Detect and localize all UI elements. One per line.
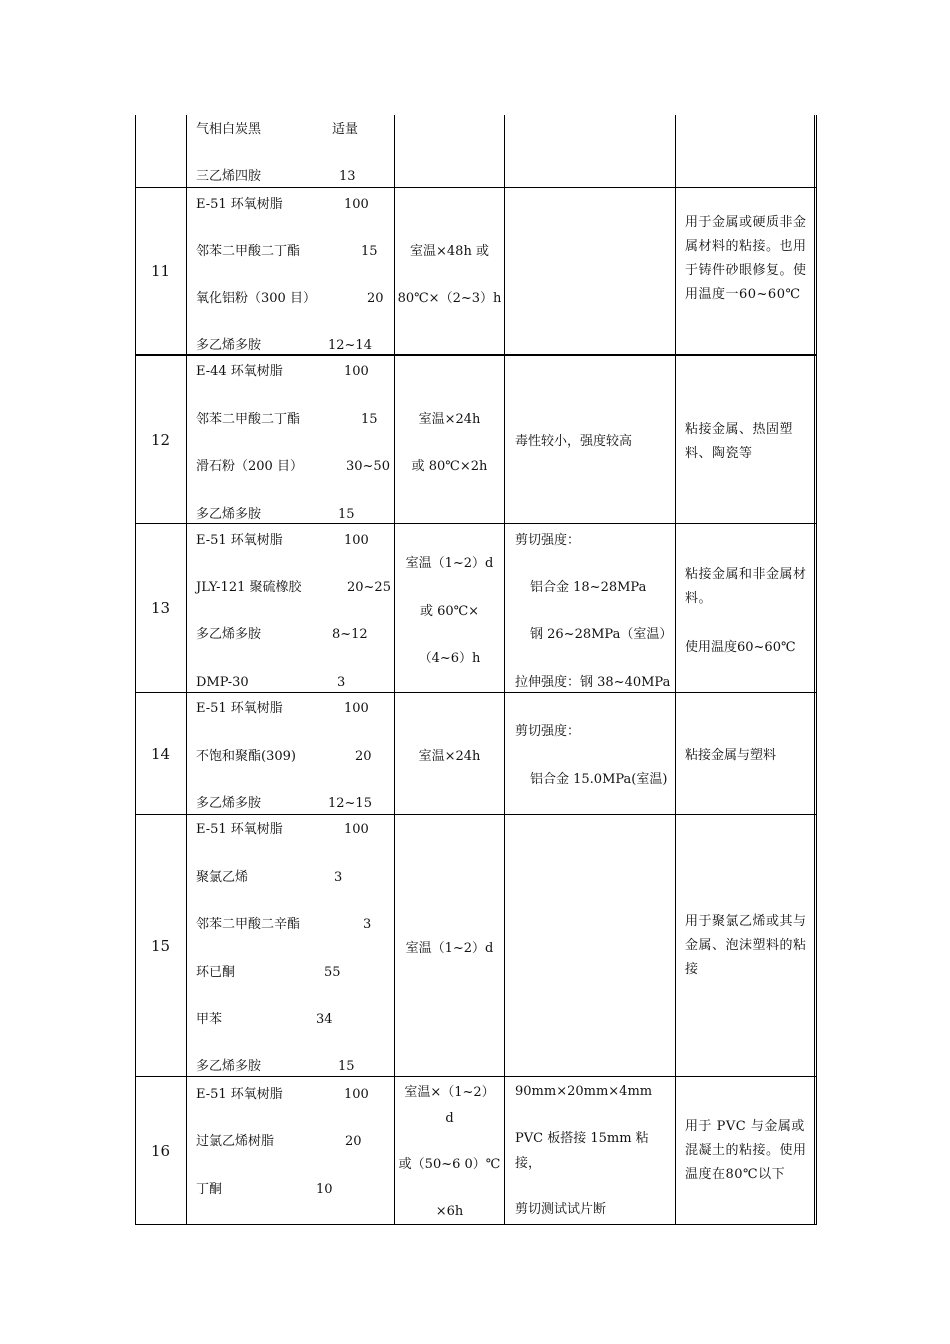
material-amount: 15 [338, 507, 355, 522]
usage-text: 用于 PVC 与金属或混凝土的粘接。使用温度在80℃以下 [685, 1119, 807, 1182]
material-name: 邻苯二甲酸二丁酯 [196, 412, 301, 427]
material-amount: 100 [344, 533, 369, 548]
property-text: 剪切强度： [515, 533, 581, 548]
material-amount: 30~50 [346, 459, 390, 474]
column-divider [186, 115, 187, 1225]
row-number: 14 [150, 744, 171, 763]
cure-condition: （4~6）h [418, 651, 481, 666]
usage-text: 粘接金属与塑料 [685, 748, 777, 763]
material-amount: 100 [344, 701, 369, 716]
material-amount: 100 [344, 1087, 369, 1102]
material-amount: 20 [355, 749, 372, 764]
material-amount: 15 [361, 412, 378, 427]
material-name: DMP-30 [196, 675, 249, 690]
material-name: E-51 环氧树脂 [196, 822, 283, 837]
usage-text: 使用温度60~60℃ [685, 640, 796, 655]
material-amount: 10 [316, 1182, 333, 1197]
material-amount: 8~12 [332, 627, 368, 642]
property-text: PVC 板搭接 15mm 粘 [515, 1131, 649, 1146]
cure-condition: 室温×24h [418, 749, 481, 764]
cure-condition: 室温×（1~2） [404, 1085, 495, 1100]
material-amount: 3 [337, 675, 346, 690]
cure-condition: 或 60℃× [419, 604, 480, 619]
material-amount: 3 [334, 870, 343, 885]
row-divider [135, 187, 817, 188]
material-name: 多乙烯多胺 [196, 507, 262, 522]
cure-condition: 室温（1~2）d [405, 556, 494, 571]
material-amount: 3 [363, 917, 372, 932]
material-amount: 12~14 [328, 338, 372, 353]
row-divider [135, 523, 817, 524]
property-text: 毒性较小，强度较高 [515, 434, 633, 449]
material-amount: 15 [338, 1059, 355, 1074]
material-name: 不饱和聚酯(309) [196, 749, 296, 764]
column-divider [504, 115, 505, 1225]
material-amount: 100 [344, 364, 369, 379]
row-number: 12 [150, 430, 171, 449]
material-amount: 20 [345, 1134, 362, 1149]
row-number: 11 [150, 262, 171, 280]
material-amount: 100 [344, 197, 369, 212]
property-text: 铝合金 18~28MPa [530, 580, 647, 595]
material-amount: 适量 [332, 122, 359, 137]
material-name: E-51 环氧树脂 [196, 701, 283, 716]
row-divider [135, 692, 817, 693]
material-name: 多乙烯多胺 [196, 1059, 262, 1074]
material-name: 多乙烯多胺 [196, 627, 262, 642]
cure-condition: 室温×48h 或 [410, 244, 489, 259]
material-amount: 34 [316, 1012, 333, 1027]
usage-text: 用于金属或硬质非金属材料的粘接。也用于铸件砂眼修复。使用温度一60~60℃ [685, 215, 807, 302]
column-divider [394, 115, 395, 1225]
cure-condition: ×6h [435, 1204, 464, 1219]
material-name: 多乙烯多胺 [196, 796, 262, 811]
cure-condition: 室温×24h [418, 412, 481, 427]
table-border-bottom [135, 1224, 817, 1225]
table-border-right-double [816, 115, 817, 1225]
cure-condition: 室温（1~2）d [405, 941, 494, 956]
row-number: 13 [150, 599, 171, 617]
material-name: JLY-121 聚硫橡胶 [196, 580, 302, 595]
material-amount: 15 [361, 244, 378, 259]
material-name: E-44 环氧树脂 [196, 364, 283, 379]
usage-text: 粘接金属、热固塑料、陶瓷等 [685, 422, 794, 461]
cure-condition: 或 80℃×2h [411, 459, 488, 474]
row-divider [135, 1076, 817, 1077]
material-name: 三乙烯四胺 [196, 169, 262, 184]
property-text: 铝合金 15.0MPa(室温) [530, 772, 668, 787]
material-amount: 100 [344, 822, 369, 837]
material-name: 多乙烯多胺 [196, 338, 262, 353]
row-number: 16 [150, 1141, 171, 1160]
formula-table [135, 115, 817, 1225]
cure-condition: 80℃×（2~3）h [397, 291, 502, 306]
property-text: 接， [515, 1156, 542, 1171]
material-name: 气相白炭黑 [196, 122, 262, 137]
row-divider [135, 814, 817, 815]
material-amount: 20~25 [347, 580, 391, 595]
material-name: 邻苯二甲酸二辛酯 [196, 917, 301, 932]
material-name: E-51 环氧树脂 [196, 1087, 283, 1102]
material-amount: 13 [339, 169, 356, 184]
usage-text: 用于聚氯乙烯或其与金属、泡沫塑料的粘接 [685, 914, 807, 977]
material-name: 邻苯二甲酸二丁酯 [196, 244, 301, 259]
cure-condition: 或（50~6 0）℃ [398, 1157, 501, 1172]
material-name: 丁酮 [196, 1182, 223, 1197]
material-amount: 12~15 [328, 796, 372, 811]
property-text: 剪切测试试片断 [515, 1202, 607, 1217]
property-text: 钢 26~28MPa（室温） [530, 627, 673, 642]
material-amount: 55 [324, 965, 341, 980]
row-divider [135, 354, 817, 356]
material-name: 聚氯乙烯 [196, 870, 249, 885]
usage-text: 粘接金属和非金属材料。 [685, 567, 807, 606]
material-name: 环已酮 [196, 965, 236, 980]
material-name: E-51 环氧树脂 [196, 533, 283, 548]
material-name: 氧化铝粉（300 目） [196, 291, 316, 306]
material-name: 过氯乙烯树脂 [196, 1134, 275, 1149]
material-name: 滑石粉（200 目） [196, 459, 303, 474]
material-name: 甲苯 [196, 1012, 223, 1027]
table-border-right [814, 115, 815, 1225]
column-divider [675, 115, 676, 1225]
property-text: 拉伸强度：钢 38~40MPa [515, 675, 671, 690]
property-text: 剪切强度： [515, 724, 581, 739]
material-name: E-51 环氧树脂 [196, 197, 283, 212]
material-amount: 20 [367, 291, 384, 306]
cure-condition: d [445, 1111, 454, 1126]
row-number: 15 [150, 936, 171, 955]
property-text: 90mm×20mm×4mm [515, 1084, 653, 1099]
